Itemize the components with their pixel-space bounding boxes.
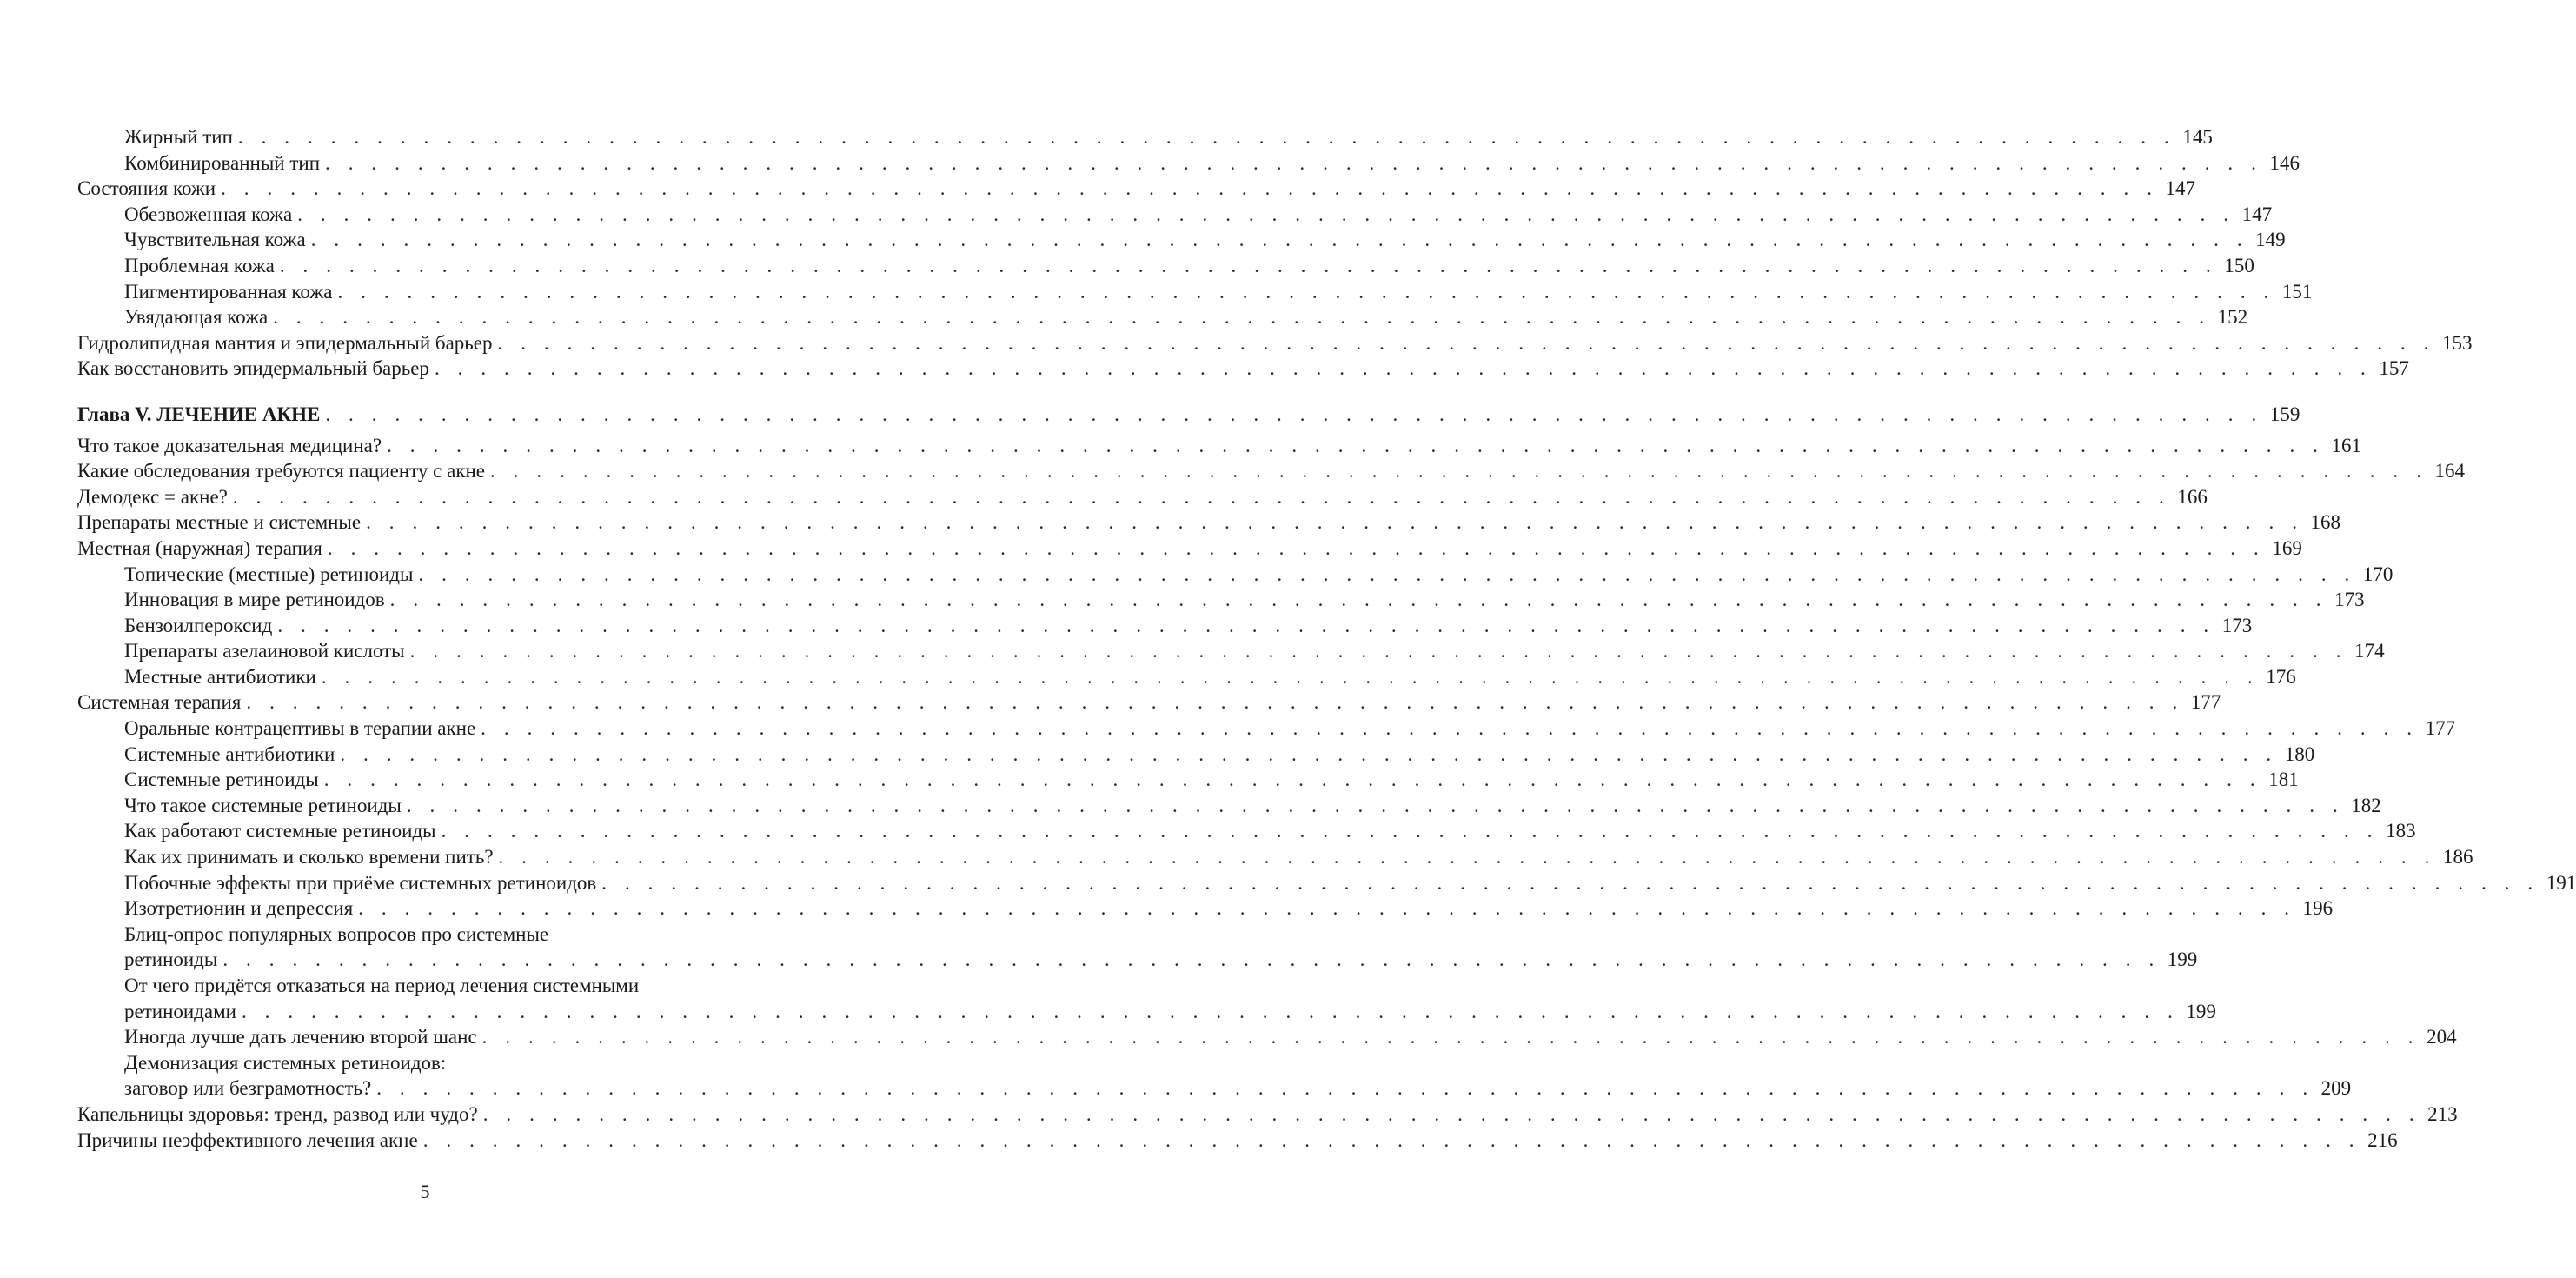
dot-leader: . . . . . . . . . . . . . . . . . . . . . . . . . . . . . . . . . . . . . . . . . . . . . . . . . . . . . . . . . . . . . . . . . . . . . . . . . . . . . . . . . . . . bbox=[340, 742, 2278, 765]
toc-entry bbox=[77, 613, 2253, 639]
toc-entry-title: Инновация в мире ретиноидов bbox=[124, 589, 385, 611]
dot-leader: . . . . . . . . . . . . . . . . . . . . . . . . . . . . . . . . . . . . . . . . . . . . . . . . . . . . . . . . . . . . . . . . . . . . . . . . . . . . . . . . . . . . bbox=[321, 665, 2260, 688]
toc-entry-page: 213 bbox=[2427, 1102, 2458, 1125]
toc-entry-title: Какие обследования требуются пациенту с акне bbox=[77, 460, 486, 483]
toc-entry-page: 157 bbox=[2379, 357, 2409, 380]
dot-leader: . . . . . . . . . . . . . . . . . . . . . . . . . . . . . . . . . . . . . . . . . . . . . . . . . . . . . . . . . . . . . . . . . . . . . . . . . . . . . . . . . . . . bbox=[481, 717, 2419, 740]
dot-leader: . . . . . . . . . . . . . . . . . . . . . . . . . . . . . . . . . . . . . . . . . . . . . . . . . . . . . . . . . . . . . . . . . . . . . . . . . . . . . . . . . . . . bbox=[418, 562, 2356, 585]
toc-entry-title: Причины неэффективного лечения акне bbox=[77, 1128, 418, 1151]
toc-entry-page: 152 bbox=[2217, 306, 2248, 329]
table-of-contents bbox=[77, 124, 2576, 1153]
toc-entry-page: 196 bbox=[2302, 897, 2334, 920]
toc-entry-title: Глава V. ЛЕЧЕНИЕ АКНЕ bbox=[77, 403, 321, 425]
dot-leader: . . . . . . . . . . . . . . . . . . . . . . . . . . . . . . . . . . . . . . . . . . . . . . . . . . . . . . . . . . . . . . . . . . . . . . . . . . . . . . . . . . . . bbox=[327, 536, 2266, 559]
toc-entry bbox=[77, 742, 2315, 768]
toc-entry bbox=[77, 536, 2302, 562]
toc-entry-page: 170 bbox=[2362, 562, 2393, 585]
toc-entry-page: 173 bbox=[2221, 614, 2253, 636]
toc-entry bbox=[77, 818, 2416, 844]
dot-leader: . . . . . . . . . . . . . . . . . . . . . . . . . . . . . . . . . . . . . . . . . . . . . . . . . . . . . . . . . . . . . . . . . . . . . . . . . . . . . . . . . . . . bbox=[376, 1077, 2314, 1100]
toc-entry-title: Что такое системные ретиноиды bbox=[124, 794, 402, 816]
dot-leader: . . . . . . . . . . . . . . . . . . . . . . . . . . . . . . . . . . . . . . . . . . . . . . . . . . . . . . . . . . . . . . . . . . . . . . . . . . . . . . . . . . . . bbox=[434, 357, 2373, 380]
toc-entry-title: Жирный тип bbox=[124, 126, 233, 148]
toc-entry bbox=[77, 1128, 2398, 1154]
toc-entry-title: Комбинированный тип bbox=[124, 151, 321, 174]
toc-entry-title-line1: От чего придётся отказаться на период лечения системными bbox=[124, 975, 640, 996]
toc-entry bbox=[77, 202, 2273, 228]
toc-entry-page: 161 bbox=[2331, 434, 2362, 456]
toc-entry-page: 180 bbox=[2284, 742, 2315, 765]
toc-entry-title: Системные ретиноиды bbox=[124, 769, 319, 791]
toc-entry-title: Иногда лучше дать лечению второй шанс bbox=[124, 1026, 477, 1048]
dot-leader: . . . . . . . . . . . . . . . . . . . . . . . . . . . . . . . . . . . . . . . . . . . . . . . . . . . . . . . . . . . . . . . . . . . . . . . . . . . . . . . . . . . . bbox=[232, 485, 2171, 508]
dot-leader: . . . . . . . . . . . . . . . . . . . . . . . . . . . . . . . . . . . . . . . . . . . . . . . . . . . . . . . . . . . . . . . . . . . . . . . . . . . . . . . . . . . . bbox=[601, 871, 2539, 894]
toc-entry bbox=[77, 1102, 2458, 1128]
toc-entry-title: Как восстановить эпидермальный барьер bbox=[77, 357, 429, 380]
toc-entry-title: Обезвоженная кожа bbox=[124, 203, 293, 225]
toc-entry-page: 182 bbox=[2351, 794, 2381, 816]
toc-entry-page: 153 bbox=[2441, 331, 2473, 354]
toc-entry bbox=[77, 922, 2198, 973]
dot-leader: . . . . . . . . . . . . . . . . . . . . . . . . . . . . . . . . . . . . . . . . . . . . . . . . . . . . . . . . . . . . . . . . . . . . . . . . . . . . . . . . . . . . bbox=[482, 1102, 2421, 1125]
toc-entry bbox=[77, 767, 2299, 793]
dot-leader: . . . . . . . . . . . . . . . . . . . . . . . . . . . . . . . . . . . . . . . . . . . . . . . . . . . . . . . . . . . . . . . . . . . . . . . . . . . . . . . . . . . . bbox=[279, 254, 2218, 276]
toc-entry bbox=[77, 124, 2213, 150]
toc-entry-title: Системные антибиотики bbox=[124, 742, 335, 765]
dot-leader: . . . . . . . . . . . . . . . . . . . . . . . . . . . . . . . . . . . . . . . . . . . . . . . . . . . . . . . . . . . . . . . . . . . . . . . . . . . . . . . . . . . . bbox=[241, 1000, 2180, 1022]
dot-leader: . . . . . . . . . . . . . . . . . . . . . . . . . . . . . . . . . . . . . . . . . . . . . . . . . . . . . . . . . . . . . . . . . . . . . . . . . . . . . . . . . . . . bbox=[297, 203, 2235, 225]
toc-entry-title: Состояния кожи bbox=[77, 177, 216, 200]
toc-entry bbox=[77, 330, 2473, 356]
toc-entry bbox=[77, 458, 2465, 484]
toc-entry bbox=[77, 1024, 2457, 1050]
toc-entry-title: Препараты азелаиновой кислоты bbox=[124, 640, 405, 662]
toc-entry-page: 181 bbox=[2268, 769, 2299, 791]
toc-entry bbox=[77, 433, 2362, 459]
toc-entry bbox=[77, 587, 2365, 613]
toc-entry bbox=[77, 973, 2216, 1024]
dot-leader: . . . . . . . . . . . . . . . . . . . . . . . . . . . . . . . . . . . . . . . . . . . . . . . . . . . . . . . . . . . . . . . . . . . . . . . . . . . . . . . . . . . . bbox=[441, 820, 2380, 842]
toc-entry-title: Бензоилпероксид bbox=[124, 614, 273, 636]
toc-entry bbox=[77, 356, 2409, 382]
dot-leader: . . . . . . . . . . . . . . . . . . . . . . . . . . . . . . . . . . . . . . . . . . . . . . . . . . . . . . . . . . . . . . . . . . . . . . . . . . . . . . . . . . . . bbox=[358, 897, 2296, 920]
toc-entry-page: 147 bbox=[2165, 177, 2196, 200]
toc-entry-page: 209 bbox=[2320, 1077, 2352, 1100]
toc-entry-page: 199 bbox=[2167, 949, 2198, 971]
toc-entry bbox=[77, 279, 2313, 305]
toc-entry bbox=[77, 1050, 2352, 1102]
toc-entry bbox=[77, 484, 2208, 510]
toc-entry-title: Местная (наружная) терапия bbox=[77, 536, 322, 559]
toc-entry bbox=[77, 562, 2393, 588]
toc-entry bbox=[77, 870, 2576, 896]
dot-leader: . . . . . . . . . . . . . . . . . . . . . . . . . . . . . . . . . . . . . . . . . . . . . . . . . . . . . . . . . . . . . . . . . . . . . . . . . . . . . . . . . . . . bbox=[498, 846, 2436, 869]
toc-chapter-heading bbox=[77, 402, 2300, 428]
dot-leader: . . . . . . . . . . . . . . . . . . . . . . . . . . . . . . . . . . . . . . . . . . . . . . . . . . . . . . . . . . . . . . . . . . . . . . . . . . . . . . . . . . . . bbox=[409, 640, 2348, 662]
toc-entry-title-line1: Демонизация системных ретиноидов: bbox=[124, 1051, 447, 1074]
dot-leader: . . . . . . . . . . . . . . . . . . . . . . . . . . . . . . . . . . . . . . . . . . . . . . . . . . . . . . . . . . . . . . . . . . . . . . . . . . . . . . . . . . . . bbox=[277, 614, 2215, 636]
toc-entry-page: 173 bbox=[2334, 589, 2365, 611]
toc-entry-page: 176 bbox=[2266, 665, 2296, 688]
toc-entry-title: Побочные эффекты при приёме системных ретиноидов bbox=[124, 871, 597, 894]
dot-leader: . . . . . . . . . . . . . . . . . . . . . . . . . . . . . . . . . . . . . . . . . . . . . . . . . . . . . . . . . . . . . . . . . . . . . . . . . . . . . . . . . . . . bbox=[325, 151, 2263, 174]
dot-leader: . . . . . . . . . . . . . . . . . . . . . . . . . . . . . . . . . . . . . . . . . . . . . . . . . . . . . . . . . . . . . . . . . . . . . . . . . . . . . . . . . . . . bbox=[237, 126, 2176, 148]
toc-entry-title: Системная терапия bbox=[77, 691, 242, 714]
toc-entry-page: 169 bbox=[2272, 536, 2302, 559]
toc-entry bbox=[77, 253, 2254, 279]
toc-entry-page: 177 bbox=[2190, 691, 2221, 714]
toc-entry-title: Что такое доказательная медицина? bbox=[77, 434, 382, 456]
toc-entry-page: 166 bbox=[2177, 485, 2208, 508]
toc-entry-page: 149 bbox=[2255, 229, 2286, 251]
dot-leader: . . . . . . . . . . . . . . . . . . . . . . . . . . . . . . . . . . . . . . . . . . . . . . . . . . . . . . . . . . . . . . . . . . . . . . . . . . . . . . . . . . . . bbox=[389, 589, 2328, 611]
toc-entry-page: 177 bbox=[2425, 717, 2456, 740]
toc-entry-title: заговор или безграмотность? bbox=[124, 1077, 372, 1100]
toc-entry-title: Пигментированная кожа bbox=[124, 280, 333, 303]
toc-entry-page: 174 bbox=[2354, 640, 2385, 662]
toc-entry-title: Как работают системные ретиноиды bbox=[124, 820, 436, 842]
dot-leader: . . . . . . . . . . . . . . . . . . . . . . . . . . . . . . . . . . . . . . . . . . . . . . . . . . . . . . . . . . . . . . . . . . . . . . . . . . . . . . . . . . . . bbox=[310, 229, 2249, 251]
toc-entry bbox=[77, 793, 2381, 819]
dot-leader: . . . . . . . . . . . . . . . . . . . . . . . . . . . . . . . . . . . . . . . . . . . . . . . . . . . . . . . . . . . . . . . . . . . . . . . . . . . . . . . . . . . . bbox=[387, 434, 2325, 456]
toc-entry-title: ретиноидами bbox=[124, 1000, 236, 1022]
toc-entry-page: 150 bbox=[2224, 254, 2254, 276]
toc-entry-title: Чувствительная кожа bbox=[124, 229, 306, 251]
toc-entry-title: Капельницы здоровья: тренд, развод или чудо? bbox=[77, 1102, 478, 1125]
dot-leader: . . . . . . . . . . . . . . . . . . . . . . . . . . . . . . . . . . . . . . . . . . . . . . . . . . . . . . . . . . . . . . . . . . . . . . . . . . . . . . . . . . . . bbox=[222, 949, 2161, 971]
toc-entry-page: 145 bbox=[2182, 126, 2213, 148]
dot-leader: . . . . . . . . . . . . . . . . . . . . . . . . . . . . . . . . . . . . . . . . . . . . . . . . . . . . . . . . . . . . . . . . . . . . . . . . . . . . . . . . . . . . bbox=[366, 511, 2304, 534]
dot-leader: . . . . . . . . . . . . . . . . . . . . . . . . . . . . . . . . . . . . . . . . . . . . . . . . . . . . . . . . . . . . . . . . . . . . . . . . . . . . . . . . . . . . bbox=[337, 280, 2275, 303]
dot-leader: . . . . . . . . . . . . . . . . . . . . . . . . . . . . . . . . . . . . . . . . . . . . . . . . . . . . . . . . . . . . . . . . . . . . . . . . . . . . . . . . . . . . bbox=[273, 306, 2211, 329]
toc-entry-page: 168 bbox=[2310, 511, 2341, 534]
toc-entry-title: ретиноиды bbox=[124, 949, 218, 971]
toc-entry-title: Демодекс = акне? bbox=[77, 485, 228, 508]
dot-leader: . . . . . . . . . . . . . . . . . . . . . . . . . . . . . . . . . . . . . . . . . . . . . . . . . . . . . . . . . . . . . . . . . . . . . . . . . . . . . . . . . . . . bbox=[221, 177, 2159, 200]
toc-entry-title: Местные антибиотики bbox=[124, 665, 316, 688]
toc-entry-page: 204 bbox=[2427, 1026, 2457, 1048]
toc-entry-page: 146 bbox=[2269, 151, 2300, 174]
toc-entry bbox=[77, 227, 2286, 253]
toc-entry-page: 199 bbox=[2186, 1000, 2216, 1022]
toc-entry-page: 164 bbox=[2434, 460, 2465, 483]
toc-entry-title: Изотретионин и депрессия bbox=[124, 897, 354, 920]
toc-entry bbox=[77, 664, 2296, 690]
toc-entry bbox=[77, 176, 2196, 202]
dot-leader: . . . . . . . . . . . . . . . . . . . . . . . . . . . . . . . . . . . . . . . . . . . . . . . . . . . . . . . . . . . . . . . . . . . . . . . . . . . . . . . . . . . . bbox=[490, 460, 2428, 483]
toc-entry bbox=[77, 716, 2456, 742]
dot-leader: . . . . . . . . . . . . . . . . . . . . . . . . . . . . . . . . . . . . . . . . . . . . . . . . . . . . . . . . . . . . . . . . . . . . . . . . . . . . . . . . . . . . bbox=[497, 331, 2435, 354]
toc-entry-title: Увядающая кожа bbox=[124, 306, 269, 329]
toc-entry-page: 186 bbox=[2442, 846, 2473, 869]
toc-entry bbox=[77, 844, 2473, 870]
dot-leader: . . . . . . . . . . . . . . . . . . . . . . . . . . . . . . . . . . . . . . . . . . . . . . . . . . . . . . . . . . . . . . . . . . . . . . . . . . . . . . . . . . . . bbox=[246, 691, 2184, 714]
toc-entry bbox=[77, 509, 2341, 536]
toc-entry-page: 191 bbox=[2546, 871, 2576, 894]
toc-entry bbox=[77, 895, 2334, 922]
toc-entry bbox=[77, 304, 2248, 330]
toc-entry-title: Гидролипидная мантия и эпидермальный барьер bbox=[77, 331, 493, 354]
toc-entry-page: 151 bbox=[2281, 280, 2313, 303]
toc-entry-title: Топические (местные) ретиноиды bbox=[124, 562, 414, 585]
toc-entry-title: Препараты местные и системные bbox=[77, 511, 362, 534]
toc-entry bbox=[77, 638, 2385, 664]
dot-leader: . . . . . . . . . . . . . . . . . . . . . . . . . . . . . . . . . . . . . . . . . . . . . . . . . . . . . . . . . . . . . . . . . . . . . . . . . . . . . . . . . . . . bbox=[481, 1026, 2420, 1048]
dot-leader: . . . . . . . . . . . . . . . . . . . . . . . . . . . . . . . . . . . . . . . . . . . . . . . . . . . . . . . . . . . . . . . . . . . . . . . . . . . . . . . . . . . . bbox=[325, 403, 2263, 425]
page-number: 5 bbox=[420, 1181, 430, 1202]
toc-entry-title: Оральные контрацептивы в терапии акне bbox=[124, 717, 476, 740]
toc-entry-title: Как их принимать и сколько времени пить? bbox=[124, 846, 494, 869]
toc-entry bbox=[77, 150, 2300, 176]
toc-entry-page: 159 bbox=[2269, 403, 2300, 425]
toc-entry-page: 216 bbox=[2367, 1128, 2398, 1151]
toc-entry-title-line1: Блиц-опрос популярных вопросов про системные bbox=[124, 922, 549, 945]
toc-entry-page: 183 bbox=[2386, 820, 2416, 842]
dot-leader: . . . . . . . . . . . . . . . . . . . . . . . . . . . . . . . . . . . . . . . . . . . . . . . . . . . . . . . . . . . . . . . . . . . . . . . . . . . . . . . . . . . . bbox=[422, 1128, 2361, 1151]
toc-entry-page: 147 bbox=[2241, 203, 2273, 225]
toc-entry-title: Проблемная кожа bbox=[124, 254, 275, 276]
toc-entry bbox=[77, 689, 2221, 716]
dot-leader: . . . . . . . . . . . . . . . . . . . . . . . . . . . . . . . . . . . . . . . . . . . . . . . . . . . . . . . . . . . . . . . . . . . . . . . . . . . . . . . . . . . . bbox=[406, 794, 2345, 816]
dot-leader: . . . . . . . . . . . . . . . . . . . . . . . . . . . . . . . . . . . . . . . . . . . . . . . . . . . . . . . . . . . . . . . . . . . . . . . . . . . . . . . . . . . . bbox=[323, 769, 2262, 791]
